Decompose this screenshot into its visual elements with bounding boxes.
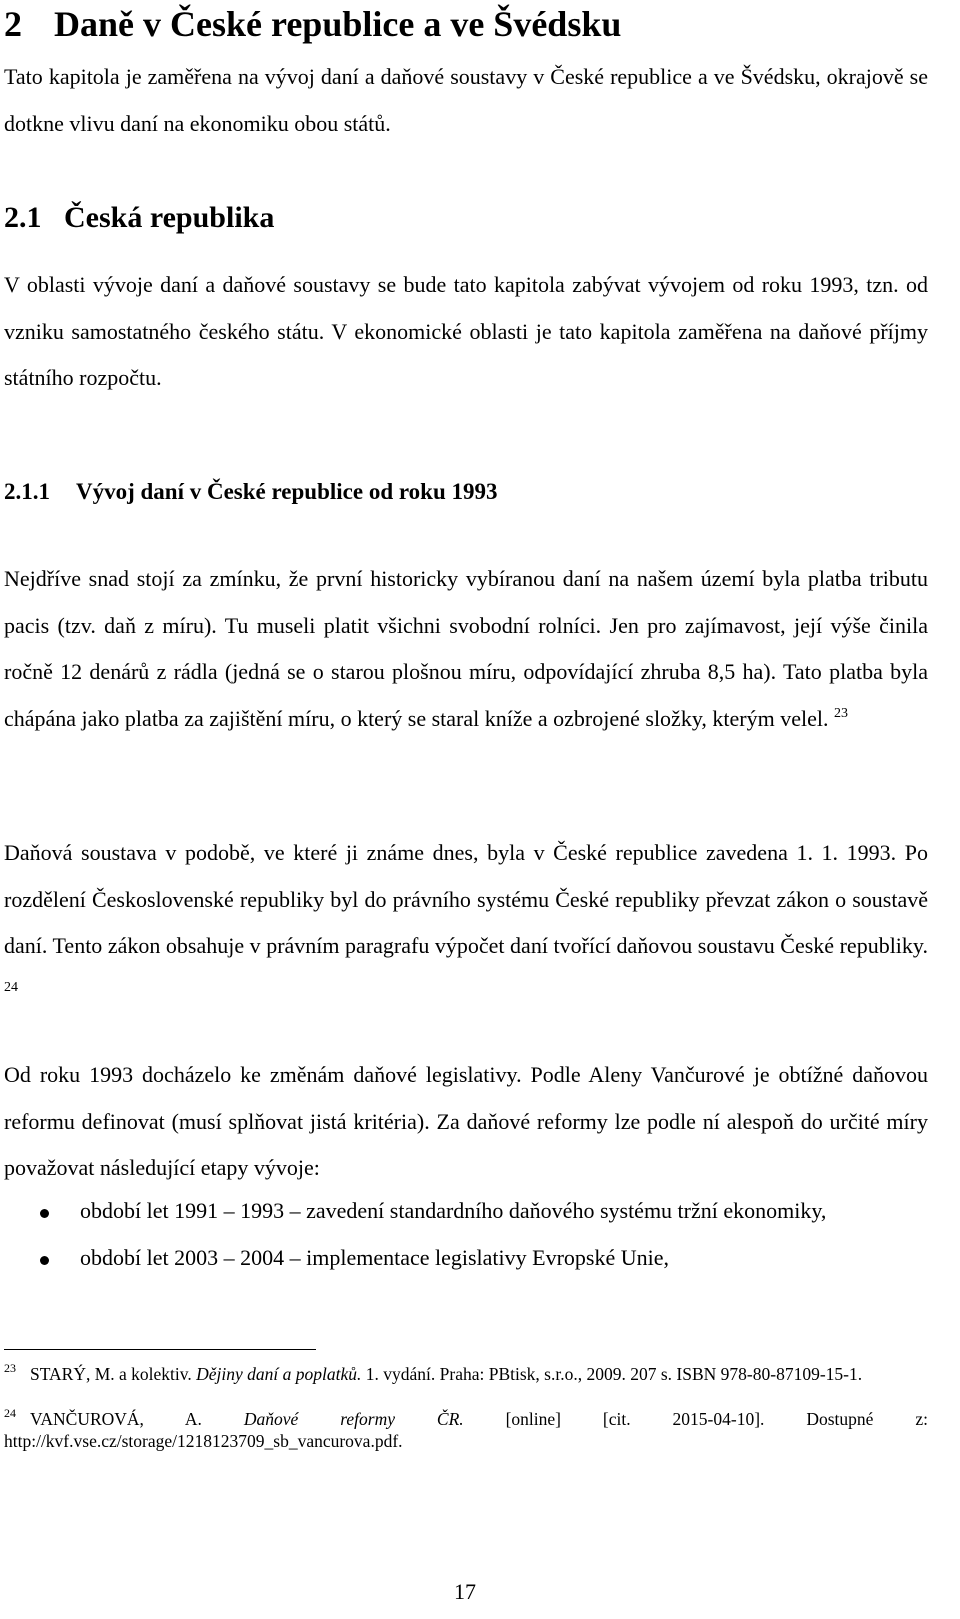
footnote-ref-23[interactable]: 23 — [833, 705, 848, 721]
footnote-author: STARÝ, M. a kolektiv. — [30, 1364, 192, 1384]
footnote-ref-24[interactable]: 24 — [4, 979, 18, 995]
footnote-details: [online] [cit. 2015-04-10]. Dostupné z: http://kvf.vse.cz/storage/1218123709_sb_vancurova.pdf. — [4, 1409, 928, 1451]
paragraph-reforms: Od roku 1993 docházelo ke změnám daňové legislativy. Podle Aleny Vančurové je obtížné daňovou reformu definovat (musí splňovat jistá kritéria). Za daňové reformy lze podle ní alespoň do určité míry považovat následující etapy vývoje: — [4, 1062, 928, 1180]
reform-stages-list — [0, 1188, 930, 1281]
list-item — [0, 1188, 930, 1235]
footnote-23 — [4, 1363, 928, 1385]
chapter-number: 2 — [4, 4, 22, 44]
footnote-details: 1. vydání. Praha: PBtisk, s.r.o., 2009. 207 s. ISBN 978-80-87109-15-1. — [365, 1364, 863, 1384]
bullet-icon — [40, 1256, 49, 1265]
footnote-24 — [4, 1408, 928, 1452]
intro-paragraph: Tato kapitola je zaměřena na vývoj daní a daňové soustavy v České republice a ve Švédsku, okrajově se dotkne vlivu daní na ekonomiku obou států. — [4, 64, 928, 136]
paragraph-tribute — [4, 556, 928, 742]
list-item-text: období let 1991 – 1993 – zavedení standardního daňového systému tržní ekonomiky, — [80, 1198, 827, 1223]
bullet-icon — [40, 1209, 49, 1218]
footnote-author: VANČUROVÁ, A. — [30, 1409, 202, 1429]
subsection-number: 2.1.1 — [4, 479, 50, 504]
chapter-heading — [4, 2, 621, 46]
footnote-separator — [4, 1349, 316, 1350]
footnote-mark: 23 — [4, 1361, 16, 1375]
list-item-text: období let 2003 – 2004 – implementace legislativy Evropské Unie, — [80, 1244, 669, 1270]
subsection-heading — [4, 474, 498, 510]
page-number: 17 — [454, 1579, 476, 1604]
footnote-title: Daňové reformy ČR. — [243, 1409, 464, 1429]
subsection-title: Vývoj daní v České republice od roku 1993 — [76, 479, 498, 504]
section-number: 2.1 — [4, 201, 42, 234]
section-heading — [4, 198, 274, 238]
section-paragraph: V oblasti vývoje daní a daňové soustavy se bude tato kapitola zabývat vývojem od roku 1993, tzn. od vzniku samostatného českého státu. V ekonomické oblasti je tato kapitola zaměřena na daňové příjmy státního rozpočtu. — [4, 272, 928, 390]
list-item — [0, 1235, 930, 1282]
paragraph-tribute-text: Nejdříve snad stojí za zmínku, že první historicky vybíranou daní na našem území byla platba tributu pacis (tzv. daň z míru). Tu museli platit všichni svobodní rolníci. Jen pro zajímavost, její výše činila ročně 12 denárů z rádla (jedná se o starou plošnou míru, odpovídající zhruba 8,5 ha). Tato platba byla chápána jako platba za zajištění míru, o který se staral kníže a ozbrojené složky, kterým velel. — [4, 566, 928, 731]
footnote-mark: 24 — [4, 1406, 16, 1420]
paragraph-tax-system-text: Daňová soustava v podobě, ve které ji známe dnes, byla v České republice zavedena 1. 1. 1993. Po rozdělení Československé republiky byl do právního systému České republiky převzat zákon o soustavě daní. Tento zákon obsahuje v právním paragrafu výpočet daní tvořící daňovou soustavu České republiky. — [4, 840, 928, 958]
paragraph-tax-system — [4, 830, 928, 1016]
footnote-title: Dějiny daní a poplatků. — [196, 1364, 362, 1384]
chapter-title: Daně v České republice a ve Švédsku — [54, 4, 622, 44]
section-title: Česká republika — [64, 201, 275, 234]
